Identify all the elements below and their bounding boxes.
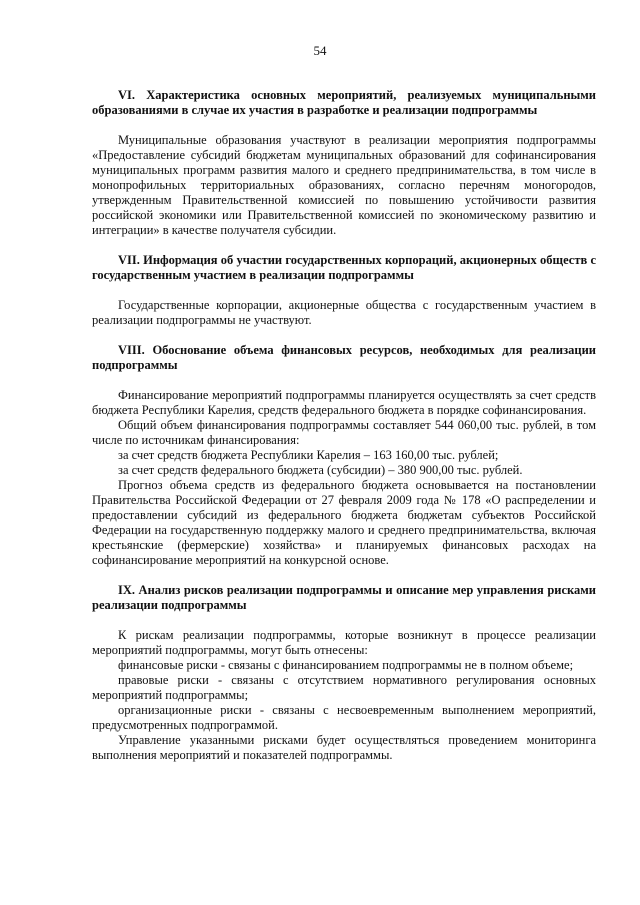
paragraph: Управление указанными рисками будет осуществляться проведением мониторинга выполнения мероприятий и показателей подпрограммы. <box>92 733 596 762</box>
paragraph: организационные риски - связаны с несвоевременным выполнением мероприятий, предусмотренных подпрограммой. <box>92 703 596 732</box>
page-number: 54 <box>313 43 327 58</box>
paragraph: К рискам реализации подпрограммы, которые возникнут в процессе реализации мероприятий подпрограммы, могут быть отнесены: <box>92 628 596 657</box>
section-heading: IX. Анализ рисков реализации подпрограммы и описание мер управления рисками реализации подпрограммы <box>92 583 596 612</box>
paragraph: Муниципальные образования участвуют в реализации мероприятия подпрограммы «Предоставление субсидий бюджетам муниципальных образований для софинансирования муниципальных программ развития малого и среднего предпринимательства, в том числе в монопрофильных территориальных образованиях, согласно перечням моногородов, утвержденным Правительственной комиссией по повышению устойчивости развития российской экономики или Правительственной комиссией по экономическому развитию и интеграции» в качестве получателя субсидии. <box>92 133 596 237</box>
section-heading: VIII. Обоснование объема финансовых ресурсов, необходимых для реализации подпрограммы <box>92 343 596 372</box>
section-vii <box>92 253 596 328</box>
paragraph: правовые риски - связаны с отсутствием нормативного регулирования основных мероприятий подпрограммы; <box>92 673 596 702</box>
paragraph: за счет средств бюджета Республики Карелия – 163 160,00 тыс. рублей; <box>118 448 499 462</box>
section-heading: VII. Информация об участии государственных корпораций, акционерных обществ с государственным участием в реализации подпрограммы <box>92 253 596 282</box>
paragraph: Общий объем финансирования подпрограммы составляет 544 060,00 тыс. рублей, в том числе по источникам финансирования: <box>92 418 596 447</box>
paragraph: Прогноз объема средств из федерального бюджета основывается на постановлении Правительства Российской Федерации от 27 февраля 2009 года № 178 «О распределении и предоставлении субсидий из федерального бюджета бюджетам субъектов Российской Федерации на государственную поддержку малого и среднего предпринимательства, включая крестьянские (фермерские) хозяйства» и планируемых финансовых расходах на софинансирование мероприятий на конкурсной основе. <box>92 478 596 567</box>
section-heading: VI. Характеристика основных мероприятий, реализуемых муниципальными образованиями в случае их участия в разработке и реализации подпрограммы <box>92 88 596 117</box>
section-viii <box>92 343 596 568</box>
section-ix <box>92 583 596 763</box>
paragraph: за счет средств федерального бюджета (субсидии) – 380 900,00 тыс. рублей. <box>118 463 523 477</box>
document-body <box>92 88 596 763</box>
paragraph: Государственные корпорации, акционерные общества с государственным участием в реализации подпрограммы не участвуют. <box>92 298 596 327</box>
paragraph: финансовые риски - связаны с финансированием подпрограммы не в полном объеме; <box>118 658 574 672</box>
paragraph: Финансирование мероприятий подпрограммы планируется осуществлять за счет средств бюджета Республики Карелия, средств федерального бюджета в порядке софинансирования. <box>92 388 596 417</box>
section-vi <box>92 88 596 238</box>
